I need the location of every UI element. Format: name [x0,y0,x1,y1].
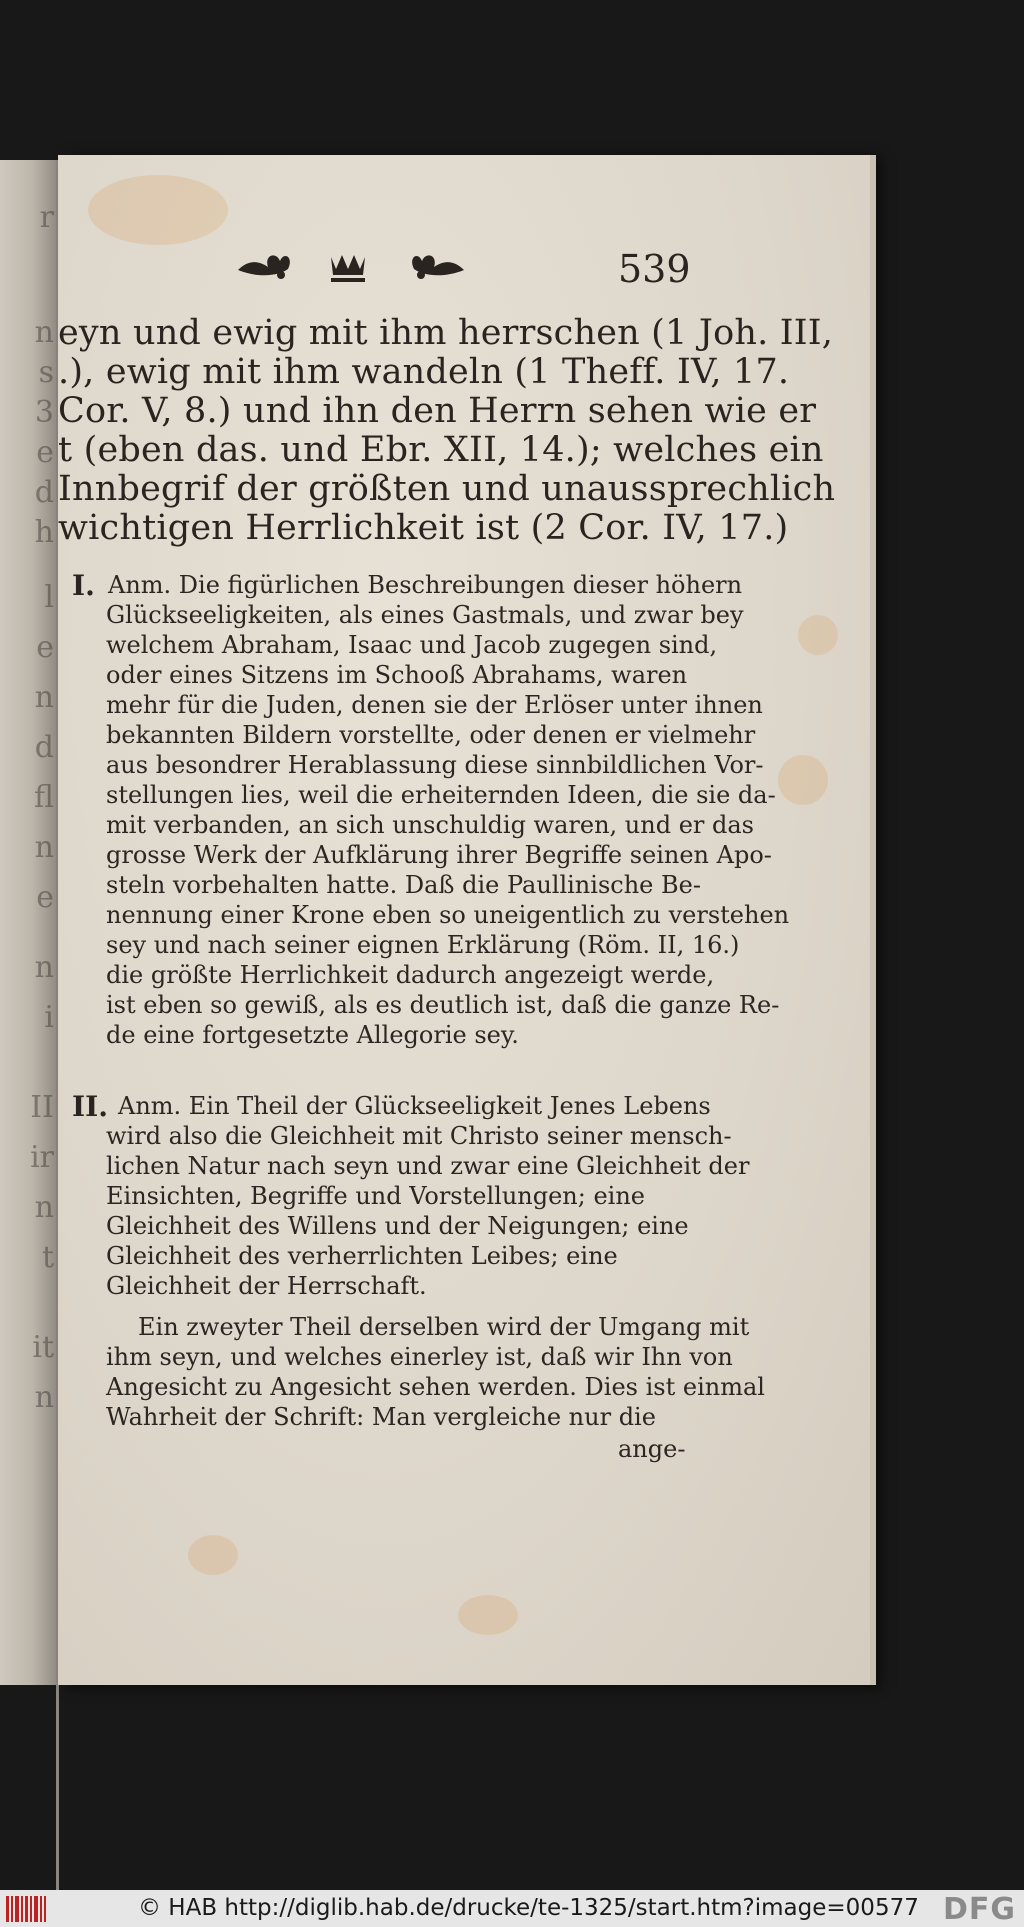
note-label: II. [72,1090,108,1123]
continuation-line: Ein zweyter Theil derselben wird der Umgang mit [138,1313,750,1341]
continuation-line: ihm seyn, und welches einerley ist, daß wir Ihn von [106,1343,733,1371]
main-text-line: .), ewig mit ihm wandeln (1 Theff. IV, 17. [58,352,790,392]
note-line: Glückseeligkeiten, als eines Gastmals, und zwar bey [106,601,744,629]
note-line: lichen Natur nach seyn und zwar eine Gleichheit der [106,1152,750,1180]
continuation-line: Wahrheit der Schrift: Man vergleiche nur die [106,1403,656,1431]
note-line: stellungen lies, weil die erheiternden Ideen, die sie da- [106,781,776,809]
left-page-edge: r n s 3 e d h l e n d fl n e n i II ir n t it n [0,160,58,1685]
note-line: welchem Abraham, Isaac und Jacob zugegen sind, [106,631,718,659]
note-line: wird also die Gleichheit mit Christo seiner mensch- [106,1122,732,1150]
note-line: Einsichten, Begriffe und Vorstellungen; eine [106,1182,646,1210]
note-line: oder eines Sitzens im Schooß Abrahams, waren [106,661,688,689]
note-line: ist eben so gewiß, als es deutlich ist, daß die ganze Re- [106,991,780,1019]
floral-ornament-icon [236,245,466,295]
main-text-line: wichtigen Herrlichkeit ist (2 Cor. IV, 17.) [58,508,789,548]
main-text-line: eyn und ewig mit ihm herrschen (1 Joh. III, [58,313,834,353]
note-label: I. [72,569,95,602]
main-text-line: Cor. V, 8.) und ihn den Herrn sehen wie er [58,391,817,431]
note-line: die größte Herrlichkeit dadurch angezeigt werde, [106,961,715,989]
dfg-logo: DFG [942,1892,1016,1927]
note-line: bekannten Bildern vorstellte, oder denen er vielmehr [106,721,756,749]
note-line: Gleichheit des Willens und der Neigungen; eine [106,1212,689,1240]
note-line: Gleichheit des verherrlichten Leibes; eine [106,1242,618,1270]
continuation-line: Angesicht zu Angesicht sehen werden. Dies ist einmal [106,1373,765,1401]
note-line: sey und nach seiner eignen Erklärung (Röm. II, 16.) [106,931,740,959]
note-line: Gleichheit der Herrschaft. [106,1272,427,1300]
barcode-icon [6,1896,46,1922]
main-text-line: t (eben das. und Ebr. XII, 14.); welches ein [58,430,824,470]
note-line: Anm. Ein Theil der Glückseeligkeit Jenes Lebens [118,1092,711,1120]
catchword: ange- [618,1435,686,1463]
page-number: 539 [618,247,691,291]
footer-bar [0,1890,1024,1927]
note-line: mit verbanden, an sich unschuldig waren, und er das [106,811,754,839]
note-line: mehr für die Juden, denen sie der Erlöser unter ihnen [106,691,763,719]
book-page [58,155,870,1685]
note-line: steln vorbehalten hatte. Daß die Paullinische Be- [106,871,701,899]
main-text-line: Innbegrif der größten und unaussprechlich [58,469,836,509]
note-line: grosse Werk der Aufklärung ihrer Begriffe seinen Apo- [106,841,772,869]
note-line: Anm. Die figürlichen Beschreibungen dieser höhern [108,571,743,599]
note-line: de eine fortgesetzte Allegorie sey. [106,1021,519,1049]
note-line: nennung einer Krone eben so uneigentlich zu verstehen [106,901,790,929]
copyright-link[interactable]: © HAB http://diglib.hab.de/drucke/te-1325/start.htm?image=00577 [138,1895,919,1921]
note-line: aus besondrer Herablassung diese sinnbildlichen Vor- [106,751,764,779]
